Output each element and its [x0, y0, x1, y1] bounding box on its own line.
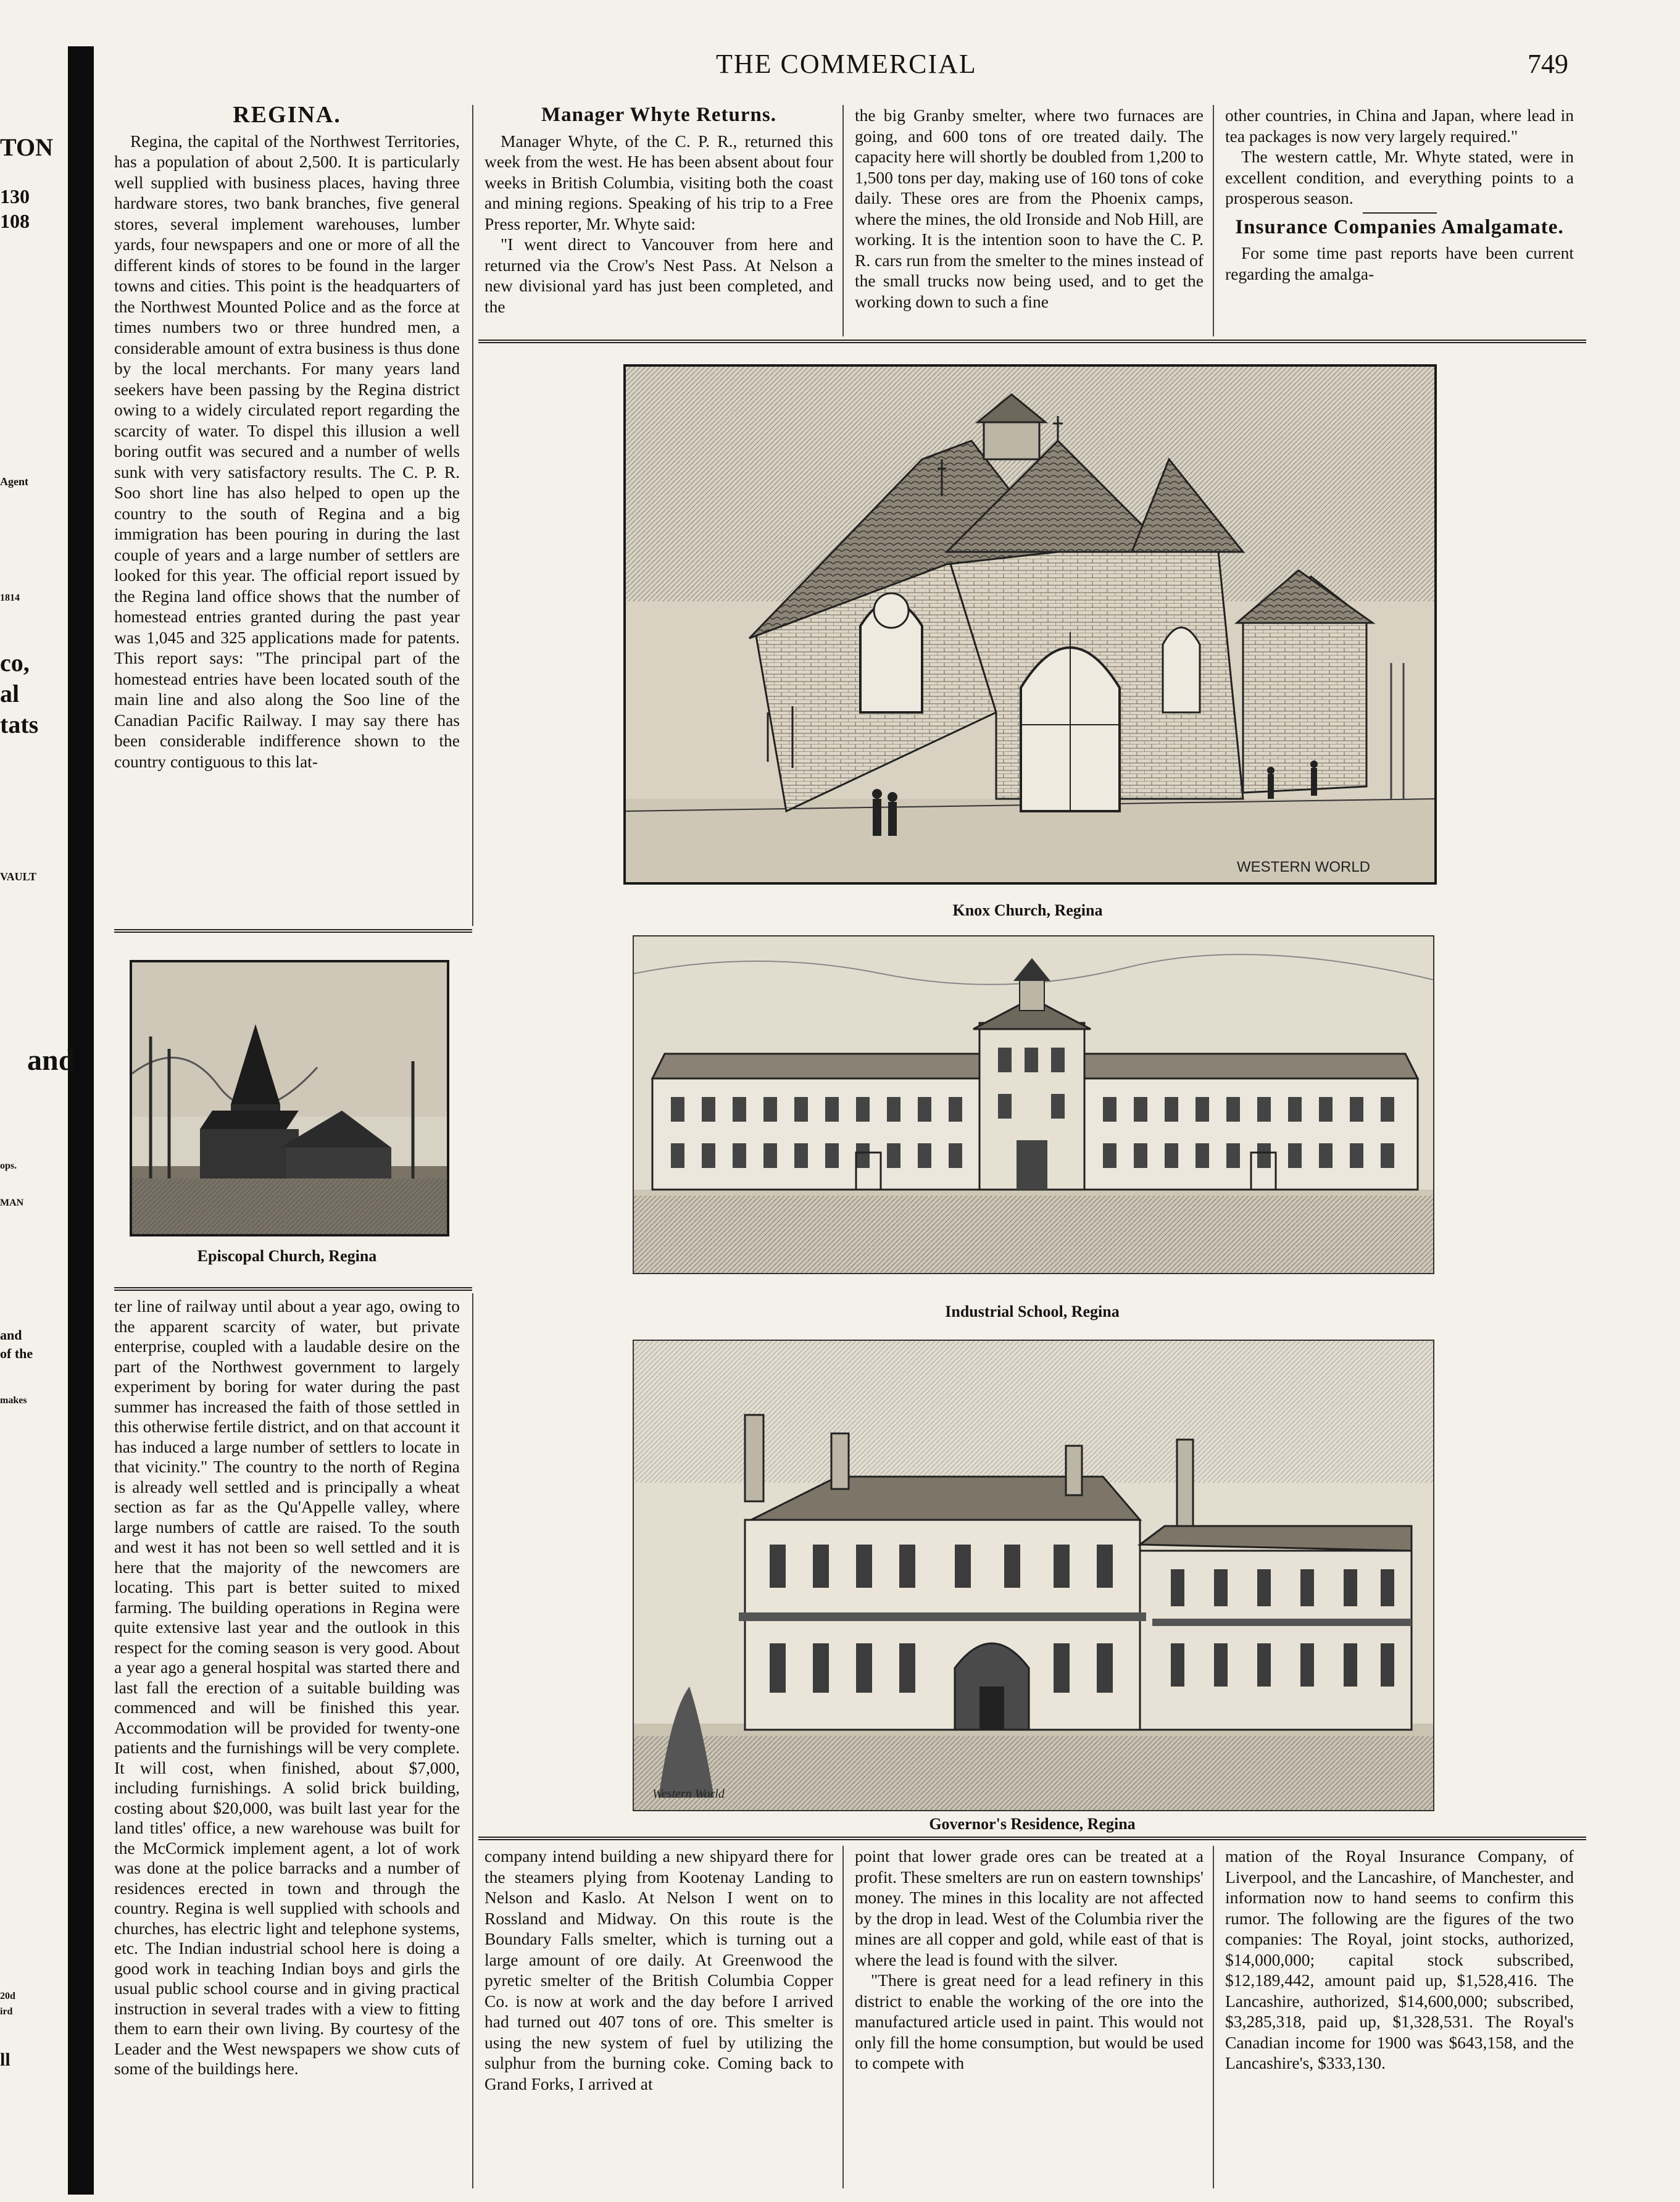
episcopal-church-illustration	[130, 960, 449, 1237]
column-divider	[472, 1293, 473, 2188]
column-divider	[1213, 1846, 1214, 2188]
page-title: THE COMMERCIAL	[716, 49, 977, 79]
industrial-school-caption: Industrial School, Regina	[945, 1303, 1120, 1320]
whyte-article-top	[484, 105, 833, 317]
section-rule	[114, 1287, 472, 1291]
margin-fragment: al	[0, 680, 20, 707]
illustration-signature: Western World	[652, 1787, 725, 1801]
column-divider	[842, 1846, 844, 2188]
column-divider	[842, 105, 844, 336]
margin-fragment: ll	[0, 2050, 10, 2070]
regina-heading: REGINA.	[233, 102, 341, 128]
regina-paragraph: Regina, the capital of the Northwest Territories, has a population of about 2,500. It is particularly well supplied with business places, having three hardware stores, two bank branches, five general stores, several implement warehouses, lumber yards, four newspapers and one or more of all the different kinds of stores to be found in the larger towns and cities. This point is the headquarters of the Northwest Mounted Police and as the force at times numbers two or three hundred men, a considerable amount of extra business is thus done by the local merchants. For many years land seekers have been passing by the Regina district owing to a widely circulated report regarding the scarcity of water. To dispel this illusion a well boring outfit was secured and a number of wells sunk with very satisfactory results. The C. P. R. Soo short line has also helped to open up the country to the south of Regina and a big immigration has been pouring in during the last couple of years and a large number of settlers are looked for this year. The official report issued by the Regina land office shows that the number of homestead entries granted during the past year was 1,045 and 325 applications made for patents. This report says: "The principal part of the homestead entries have been located south of the main line and also along the Soo line of the Canadian Pacific Railway. I may say there has been considerable indifference shown to the country contiguous to this lat-	[114, 131, 460, 771]
column-divider	[472, 105, 473, 926]
margin-fragment: co,	[0, 649, 30, 677]
whyte-paragraph: "There is great need for a lead refinery in this district to enable the working of the ore into the manufactured article used in paint. This would not only fill the home consumption, but would be used to compete with	[855, 1971, 1204, 2072]
section-rule	[478, 1837, 1586, 1840]
whyte-article-bottom-2	[855, 1846, 1204, 2074]
insurance-article-continued	[1225, 1846, 1574, 2074]
regina-paragraph: ter line of railway until about a year ago, owing to the apparent scarcity of water, but private enterprise, coupled with a laudable desire on the part of the Northwest government to largely experiment by boring for water during the past summer has increased the faith of those settled in this otherwise fertile district, and on that account it has induced a large number of settlers to locate in that vicinity." The country to the north of Regina is already well settled and is principally a wheat section as far as the Qu'Appelle valley, where large numbers of cattle are raised. To the south and west it has not been so well settled and it is here that the majority of the newcomers are locating. This part is better suited to mixed farming. The building operations in Regina were quite extensive last year and the outlook in this respect for the coming season is very good. About a year ago a general hospital was started there and last fall the erection of a suitable building was commenced and will be finished this year. Accommodation will be provided for twenty-one patients and the furnishings will be very complete. It will cost, when finished, about $7,000, including furnishings. A solid brick building, costing about $20,000, was built last year for the land titles' office, a new warehouse was built for the McCormick implement agent, a lot of work was done at the police barracks and a number of residences erected in town and through the country. Regina is well supplied with schools and churches, has electric light and telephone systems, etc. The Indian industrial school here is doing a good work in teaching Indian boys and girls the usual public school course and in giving practical instruction in several trades with a view to fitting them to earn their own living. By courtesy of the Leader and the West newspapers we show cuts of some of the buildings here.	[114, 1296, 460, 2078]
margin-fragment: 130	[0, 185, 30, 207]
section-ornament	[1363, 212, 1437, 214]
binding-edge	[68, 46, 94, 2195]
column-divider	[1213, 105, 1214, 336]
right-column-top	[1225, 105, 1574, 284]
whyte-paragraph: the big Granby smelter, where two furnaces are going, and 600 tons of ore treated daily. The capacity here will shortly be doubled from 1,200 to 1,500 tons per day, making use of 160 tons of coke daily. These ores are from the Phoenix camps, where the mines, the old Ironside and Nob Hill, are working. It is the intention soon to have the C. P. R. cars run from the smelter to the mines instead of the small trucks now being used, and to get the working down to such a fine	[855, 106, 1204, 311]
page-number: 749	[1528, 49, 1568, 79]
knox-church-caption: Knox Church, Regina	[952, 901, 1103, 919]
insurance-heading: Insurance Companies Amalgamate.	[1235, 215, 1564, 238]
regina-article	[114, 102, 460, 772]
governors-residence-illustration	[633, 1340, 1434, 1811]
margin-fragment: 20d	[0, 1991, 15, 2001]
whyte-paragraph: "I went direct to Vancouver from here and returned via the Crow's Nest Pass. At Nelson a new divisional yard has just been completed, and the	[484, 235, 833, 316]
episcopal-church-caption: Episcopal Church, Regina	[197, 1247, 377, 1265]
industrial-school-illustration	[633, 935, 1434, 1274]
margin-fragment: 108	[0, 210, 30, 232]
margin-fragment: Agent	[0, 475, 28, 488]
whyte-article-continued	[855, 105, 1204, 312]
insurance-paragraph: mation of the Royal Insurance Company, of Liverpool, and the Lancashire, of Manchester, and information now to hand seems to confirm this rumor. The following are the figures of the two companies: The Royal, joint stocks, authorized, $14,000,000; capital stock subscribed, $12,189,442, amount paid up, $1,528,416. The Lancashire, authorized, $14,600,000; subscribed, $3,285,318, paid up, $1,328,531. The Royal's Canadian income for 1900 was $643,158, and the Lancashire's, $333,130.	[1225, 1846, 1574, 2072]
margin-fragment: ops.	[0, 1161, 17, 1171]
margin-fragment: of the	[0, 1346, 33, 1361]
whyte-paragraph: The western cattle, Mr. Whyte stated, were in excellent condition, and everything points to a prosperous season.	[1225, 147, 1574, 207]
section-rule	[114, 929, 472, 933]
whyte-paragraph: company intend building a new shipyard there for the steamers plying from Kootenay Landing to Nelson and Kaslo. At Nelson I went on to Rossland and Midway. On this route is the Boundary Falls smelter, which is turning out a large amount of ore daily. At Greenwood the pyretic smelter of the British Columbia Copper Co. is now at work and the day before I arrived had turned out 407 tons of ore. This smelter is using the new system of fuel by utilizing the sulphur from the burning coke. Coming back to Grand Forks, I arrived at	[484, 1846, 833, 2093]
margin-fragment: ird	[0, 2006, 13, 2017]
margin-fragment: and	[27, 1044, 75, 1077]
margin-fragment: and	[0, 1327, 22, 1343]
whyte-paragraph: point that lower grade ores can be treated at a profit. These smelters are run on eastern townships' money. The mines in this locality are not affected by the drop in lead. West of the Columbia river the mines are all copper and gold, while east of that is where the lead is found with the silver.	[855, 1846, 1204, 1969]
illustration-signature: WESTERN WORLD	[1237, 859, 1370, 875]
insurance-paragraph: For some time past reports have been current regarding the amalga-	[1225, 243, 1574, 283]
margin-fragment: VAULT	[0, 870, 37, 883]
whyte-article-bottom-1	[484, 1846, 833, 2094]
section-rule	[478, 340, 1586, 343]
regina-article-continued	[114, 1296, 460, 2079]
margin-fragment: TON	[0, 133, 53, 161]
margin-fragment: makes	[0, 1395, 27, 1406]
whyte-paragraph: Manager Whyte, of the C. P. R., returned this week from the west. He has been absent about four weeks in British Columbia, visiting both the coast and mining regions. Speaking of his trip to a Free Press reporter, Mr. Whyte said:	[484, 131, 833, 233]
margin-fragment: 1814	[0, 593, 20, 603]
margin-fragment: MAN	[0, 1198, 24, 1208]
margin-fragment: tats	[0, 711, 39, 738]
whyte-heading: Manager Whyte Returns.	[541, 104, 776, 126]
knox-church-illustration	[623, 364, 1437, 885]
whyte-paragraph: other countries, in China and Japan, where lead in tea packages is now very largely required."	[1225, 106, 1574, 146]
governors-residence-caption: Governor's Residence, Regina	[929, 1815, 1136, 1833]
